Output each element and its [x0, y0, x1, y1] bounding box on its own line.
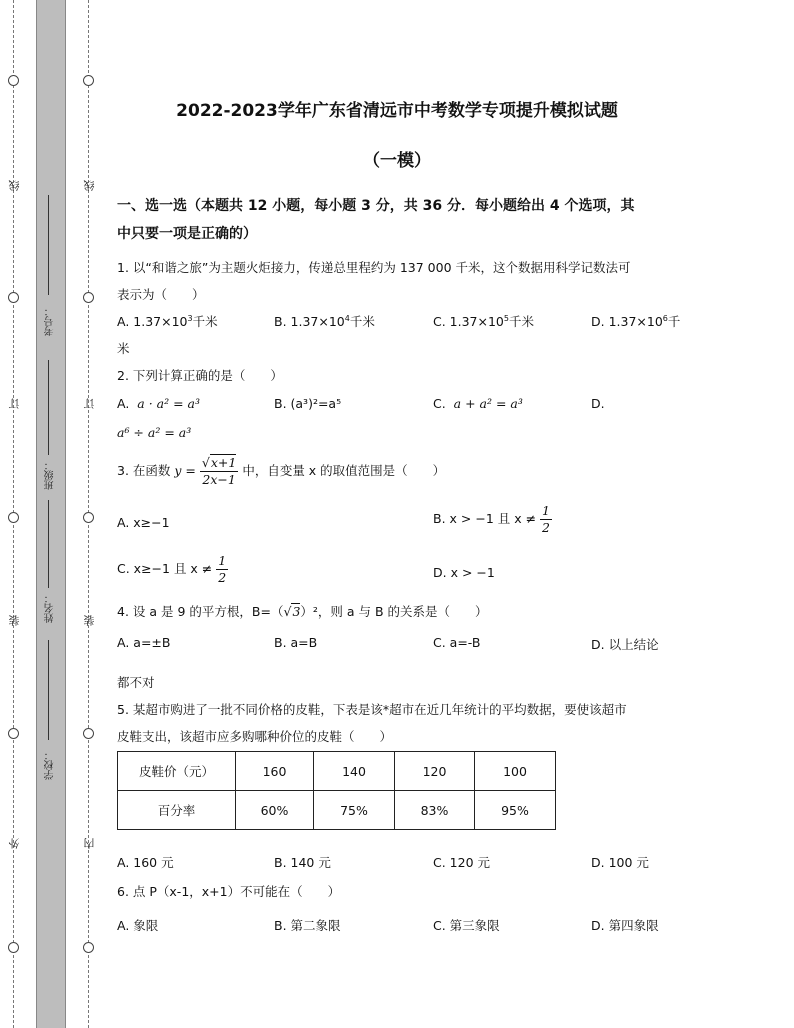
q4-option-c[interactable]: C. a=-B	[433, 635, 481, 650]
question-1-stem-cont: 表示为（ ）	[117, 287, 205, 302]
q1-option-d-wrap: 米	[117, 341, 130, 356]
table-header-cell: 百分率	[118, 791, 236, 830]
school-blank[interactable]	[48, 640, 49, 740]
q5-option-d[interactable]: D. 100 元	[591, 855, 649, 870]
table-cell: 140	[314, 752, 395, 791]
binding-hole	[8, 512, 19, 523]
q6-option-c[interactable]: C. 第三象限	[433, 918, 500, 933]
q2-option-b[interactable]: B. (a³)²=a⁵	[274, 396, 342, 411]
q3-option-a[interactable]: A. x≥−1	[117, 515, 170, 530]
table-cell: 100	[475, 752, 556, 791]
binding-hole	[83, 292, 94, 303]
margin-char-xian: 线	[83, 180, 96, 191]
binding-hole	[83, 75, 94, 86]
question-5-stem-cont: 皮鞋支出，该超市应多购哪种价位的皮鞋（ ）	[117, 729, 393, 744]
exam-subtitle: （一模）	[363, 151, 431, 171]
q3-option-b[interactable]: B. x > −1 且 x ≠ $\frac{1}{2}$	[433, 503, 550, 535]
q5-option-c[interactable]: C. 120 元	[433, 855, 491, 870]
margin-char-xian: 线	[8, 180, 21, 191]
q4-option-d[interactable]: D. 以上结论	[591, 637, 659, 652]
section-heading-cont: 中只要一项是正确的）	[117, 226, 257, 242]
name-blank[interactable]	[48, 500, 49, 588]
q3-option-c[interactable]: C. x≥−1 且 x ≠ $\frac{1}{2}$	[117, 553, 227, 585]
price-table	[117, 751, 556, 830]
question-4-stem: 4. 设 a 是 9 的平方根，B=（√3）²，则 a 与 B 的关系是（ ）	[117, 604, 488, 619]
q2-option-a[interactable]: A. a · a² = a³	[117, 396, 200, 411]
question-2-stem: 2. 下列计算正确的是（ ）	[117, 368, 283, 383]
question-1-stem: 1. 以“和谐之旅”为主题火炬接力，传递总里程约为 137 000 千米，这个数据用科学记数法可	[117, 260, 631, 275]
q4-option-d-wrap: 都不对	[117, 675, 155, 690]
margin-char-zhuang: 装	[83, 615, 96, 626]
table-cell: 83%	[395, 791, 475, 830]
table-cell: 120	[395, 752, 475, 791]
q3-option-d[interactable]: D. x > −1	[433, 565, 495, 580]
margin-char-zhuang: 装	[8, 615, 21, 626]
table-cell: 75%	[314, 791, 395, 830]
question-6-stem: 6. 点 P（x-1，x+1）不可能在（ ）	[117, 884, 341, 899]
q4-option-b[interactable]: B. a=B	[274, 635, 318, 650]
margin-char-ding: 订	[8, 398, 21, 409]
exam-number-label: 考号：	[45, 306, 56, 336]
class-label: 班级：	[45, 460, 56, 490]
exam-title: 2022-2023学年广东省清远市中考数学专项提升模拟试题	[176, 101, 618, 121]
q1-option-d[interactable]: D. $1.37\times 10^6$千	[591, 313, 681, 329]
binding-hole	[83, 728, 94, 739]
q3-fraction: $\frac{√x+1}{2x-1}$	[201, 455, 237, 487]
table-cell: 95%	[475, 791, 556, 830]
q2-option-d-math: a⁶ ÷ a² = a³	[117, 425, 192, 440]
q1-option-c[interactable]: C. $1.37\times 10^5$千米	[433, 313, 534, 329]
question-5-stem: 5. 某超市购进了一批不同价格的皮鞋，下表是该*超市在近几年统计的平均数据，要使该超市	[117, 702, 627, 717]
name-label: 姓名：	[45, 593, 56, 623]
binding-hole	[8, 728, 19, 739]
q6-option-b[interactable]: B. 第二象限	[274, 918, 341, 933]
question-3-stem: 3. 在函数 y = $\frac{√x+1}{2x-1}$ 中，自变量 x 的取值范围是（ ）	[117, 455, 446, 487]
table-cell: 160	[236, 752, 314, 791]
margin-char-ding: 订	[83, 398, 96, 409]
binding-hole	[8, 942, 19, 953]
class-blank[interactable]	[48, 360, 49, 455]
table-header-cell: 皮鞋价（元）	[118, 752, 236, 791]
binding-hole	[8, 292, 19, 303]
table-cell: 60%	[236, 791, 314, 830]
q5-option-a[interactable]: A. 160 元	[117, 855, 174, 870]
q5-option-b[interactable]: B. 140 元	[274, 855, 331, 870]
q4-option-a[interactable]: A. a=±B	[117, 635, 171, 650]
school-label: 学校：	[45, 750, 56, 780]
binding-hole	[83, 512, 94, 523]
q2-option-c[interactable]: C. a + a² = a³	[433, 396, 523, 411]
binding-hole	[83, 942, 94, 953]
q1-option-b[interactable]: B. $1.37\times 10^4$千米	[274, 313, 375, 329]
q6-option-a[interactable]: A. 象限	[117, 918, 159, 933]
q6-option-d[interactable]: D. 第四象限	[591, 918, 659, 933]
table-row	[118, 752, 556, 791]
q1-option-a[interactable]: A. $1.37\times 10^3$千米	[117, 313, 218, 329]
q2-option-d[interactable]: D.	[591, 396, 605, 411]
exam-number-blank[interactable]	[48, 195, 49, 295]
table-row	[118, 791, 556, 830]
margin-char-nei: 内	[83, 838, 96, 849]
binding-hole	[8, 75, 19, 86]
margin-char-wai: 外	[8, 838, 21, 849]
section-heading: 一、选一选（本题共 12 小题，每小题 3 分，共 36 分．每小题给出 4 个选项，其	[117, 198, 635, 214]
binding-strip	[36, 0, 66, 1028]
